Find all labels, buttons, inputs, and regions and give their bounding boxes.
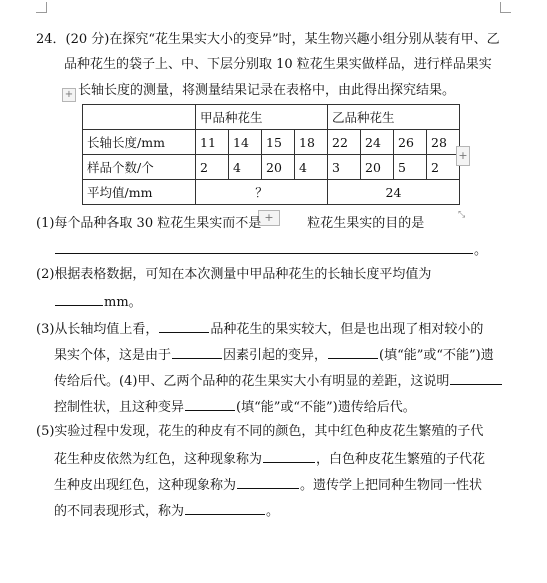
question-5-line-4 xyxy=(54,501,279,521)
question-1-text-a: (1)每个品种各取 30 粒花生果实而不是 xyxy=(36,216,262,231)
length-b-cell: 28 xyxy=(427,130,460,155)
question-24-line-2: 品种花生的袋子上、中、下层分别取 10 粒花生果实做样品，进行样品果实 xyxy=(64,57,492,72)
row-label-length: 长轴长度/mm xyxy=(83,130,196,155)
answer-blank[interactable] xyxy=(159,319,209,333)
question-5-line-3 xyxy=(54,475,482,495)
question-1-text-b: 粒花生果实的目的是 xyxy=(307,216,425,231)
row-label-count: 样品个数/个 xyxy=(83,155,196,180)
count-b-cell: 5 xyxy=(394,155,427,180)
answer-blank[interactable] xyxy=(237,475,299,489)
add-column-button[interactable]: + xyxy=(456,146,470,166)
table-corner-cell xyxy=(83,105,196,130)
answer-blank[interactable] xyxy=(55,292,103,306)
answer-blank[interactable] xyxy=(55,240,473,254)
question-3-text: 控制性状，且这种变异 xyxy=(54,400,185,415)
count-a-cell: 20 xyxy=(262,155,295,180)
table-row-average xyxy=(83,180,460,205)
question-3-text: (填“能”或“不能”)遗传给后代。 xyxy=(236,400,416,415)
question-2-unit: mm。 xyxy=(104,295,142,310)
question-2-line-2 xyxy=(54,292,142,312)
question-3-text: 果实个体，这是由于 xyxy=(54,348,172,363)
question-5-line-1: (5)实验过程中发现，花生的种皮有不同的颜色，其中红色种皮花生繁殖的子代 xyxy=(36,424,484,439)
question-3-text: 因素引起的变异， xyxy=(223,348,328,363)
question-1-line-2 xyxy=(54,240,487,260)
question-5-text: ，白色种皮花生繁殖的子代花 xyxy=(316,452,486,467)
table-move-handle[interactable]: + xyxy=(62,88,76,102)
page-corner-mark xyxy=(500,2,511,13)
row-label-average: 平均值/mm xyxy=(83,180,196,205)
table-row-count xyxy=(83,155,460,180)
answer-blank[interactable] xyxy=(185,501,265,515)
average-a-cell: ？ xyxy=(196,180,328,205)
question-2-line-1: (2)根据表格数据，可知在本次测量中甲品种花生的长轴长度平均值为 xyxy=(36,267,432,282)
question-3-line-4 xyxy=(54,397,416,417)
count-b-cell: 20 xyxy=(361,155,394,180)
question-3-text: (3)从长轴均值上看， xyxy=(36,322,159,337)
question-1-line-1 xyxy=(36,214,424,233)
question-5-line-2 xyxy=(54,449,485,469)
page-corner-mark xyxy=(36,2,47,13)
length-b-cell: 24 xyxy=(361,130,394,155)
answer-blank[interactable] xyxy=(172,345,222,359)
question-3-line-1 xyxy=(36,319,483,339)
question-1-end: 。 xyxy=(474,243,488,258)
table-resize-handle[interactable]: ⤡ xyxy=(458,210,466,220)
question-5-text: 生种皮出现红色，这种现象称为 xyxy=(54,478,237,493)
question-5-text: 。 xyxy=(266,504,280,519)
question-5-text: 。遗传学上把同种生物同一性状 xyxy=(300,478,483,493)
length-a-cell: 14 xyxy=(229,130,262,155)
data-table xyxy=(82,104,460,205)
table-header-row xyxy=(83,105,460,130)
question-5-text: 的不同表现形式，称为 xyxy=(54,504,185,519)
question-3-text: (填“能”或“不能”)遗 xyxy=(379,348,494,363)
question-3-line-2 xyxy=(54,345,494,365)
average-b-cell: 24 xyxy=(328,180,460,205)
answer-blank[interactable] xyxy=(450,371,502,385)
count-a-cell: 4 xyxy=(295,155,328,180)
header-variety-a: 甲品种花生 xyxy=(196,105,328,130)
length-a-cell: 18 xyxy=(295,130,328,155)
length-b-cell: 26 xyxy=(394,130,427,155)
length-a-cell: 15 xyxy=(262,130,295,155)
count-b-cell: 3 xyxy=(328,155,361,180)
length-a-cell: 11 xyxy=(196,130,229,155)
question-3-text: 传给后代。(4)甲、乙两个品种的花生果实大小有明显的差距，这说明 xyxy=(54,374,450,389)
hidden-span xyxy=(262,214,306,227)
count-a-cell: 4 xyxy=(229,155,262,180)
question-3-text: 品种花生的果实较大，但是也出现了相对较小的 xyxy=(210,322,484,337)
question-3-line-3 xyxy=(54,371,503,391)
count-a-cell: 2 xyxy=(196,155,229,180)
answer-blank[interactable] xyxy=(185,397,235,411)
add-row-button[interactable]: + xyxy=(258,210,280,226)
answer-blank[interactable] xyxy=(328,345,378,359)
count-b-cell: 2 xyxy=(427,155,460,180)
question-5-text: 花生种皮依然为红色，这种现象称为 xyxy=(54,452,263,467)
question-24-line-3: 长轴长度的测量，将测量结果记录在表格中，由此得出探究结果。 xyxy=(78,83,456,98)
answer-blank[interactable] xyxy=(263,449,315,463)
length-b-cell: 22 xyxy=(328,130,361,155)
table-row-length xyxy=(83,130,460,155)
question-24-line-1: 24．(20 分)在探究“花生果实大小的变异”时，某生物兴趣小组分别从装有甲、乙 xyxy=(36,32,500,47)
header-variety-b: 乙品种花生 xyxy=(328,105,460,130)
